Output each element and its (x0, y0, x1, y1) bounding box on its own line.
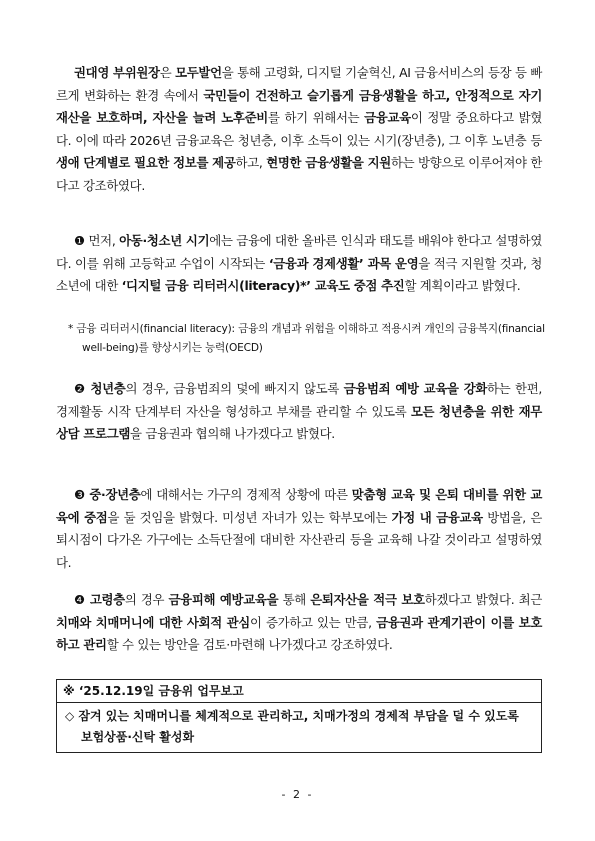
p3-segment: 청년층 (90, 381, 126, 396)
paragraph-young-adults (56, 378, 542, 446)
reference-box-item: ◇ 잠겨 있는 치매머니를 체계적으로 관리하고, 치매가정의 경제적 부담을 덜 수 있도록 보험상품·신탁 활성화 (65, 709, 519, 744)
p1-segment: 하고, (235, 155, 267, 171)
p3-segment: 모든 청년층을 위한 재무상담 프로그램 (56, 403, 542, 442)
paragraph-youth (56, 230, 542, 298)
p5-segment: 의 경우 (124, 592, 169, 607)
p1-segment: 권대영 부위원장 (74, 65, 160, 80)
p1-segment: 모두발언 (175, 65, 222, 80)
p4-segment: 방법을, 은퇴시점이 다가온 가구에는 소득단절에 대비한 자산관리 등을 교육해 나갈 것이라고 설명하였다. (56, 509, 543, 570)
p4-segment: 을 둘 것임을 밝혔다. 미성년 자녀가 있는 학부모에는 (107, 509, 392, 525)
p5-segment: ❹ (74, 592, 90, 607)
p1-segment: 금융교육 (364, 110, 411, 126)
p5-segment: 이 증가하고 있는 만큼, (249, 614, 377, 630)
page-number: - 2 - (281, 788, 314, 801)
p1-segment: 하는 방향으로 이루어져야 한다고 강조하였다. (56, 155, 542, 193)
p5-segment: 하겠다고 밝혔다. 최근 (424, 592, 542, 607)
p1-segment: 은 (159, 65, 176, 80)
p1-segment: 생애 단계별로 필요한 정보를 제공 (56, 155, 236, 171)
p4-segment: ❸ (74, 487, 90, 502)
p3-segment: 금융범죄 예방 교육을 강화 (343, 381, 488, 396)
p2-segment: 을 적극 지원할 것과, 청소년에 대한 (56, 255, 543, 294)
paragraph-elderly (56, 589, 542, 657)
paragraph-middle-aged (56, 484, 542, 574)
p3-segment: 을 금융권과 협의해 나가겠다고 밝혔다. (130, 426, 335, 442)
p2-segment: ‘디지털 금융 리터러시(literacy)*’ 교육도 중점 추진 (121, 278, 405, 294)
p4-segment: 맞춤형 교육 및 은퇴 대비를 위한 교육에 중점 (56, 487, 542, 525)
p1-segment: 국민들이 건전하고 슬기롭게 금융생활을 하고, 안정적으로 자기 재산을 보호하며, 자산을 늘려 노후준비 (56, 87, 542, 126)
p1-segment: 이 정말 중요하다고 밝혔다. 이에 따라 2026년 금융교육은 청년층, 이후 소득이 있는 시기(장년층), 그 이후 노년층 등 (56, 110, 543, 148)
p3-segment: 하는 한편, 경제활동 시작 단계부터 자산을 형성하고 부채를 관리할 수 있도록 (56, 381, 542, 419)
p5-segment: 금융피해 예방교육을 (168, 592, 279, 607)
p5-segment: 치매와 치매머니에 대한 사회적 관심 (56, 614, 250, 630)
p2-segment: 아동·청소년 시기 (119, 233, 210, 248)
p2-segment: 에는 금융에 대한 올바른 인식과 태도를 배워야 한다고 설명하였다. 이를 위해 고등학교 수업이 시작되는 (56, 233, 542, 271)
p4-segment: 에 대해서는 가구의 경제적 상황에 따른 (140, 487, 352, 502)
p5-segment: 금융권과 관계기관이 이를 보호하고 관리 (56, 614, 542, 653)
paragraph-opening-remarks (56, 62, 542, 198)
p5-segment: 할 수 있는 방안을 검토·마련해 나가겠다고 강조하였다. (106, 637, 393, 653)
p2-segment: ‘금융과 경제생활’ 과목 운영 (268, 255, 419, 271)
p4-segment: 중·장년층 (89, 487, 141, 502)
p4-segment: 가정 내 금융교육 (391, 509, 483, 525)
reference-box (56, 679, 542, 753)
footnote-literacy: * 금융 리터러시(financial literacy): 금융의 개념과 위험을 이해하고 적용시켜 개인의 금융복지(financial well-being)를 향상시키는 능력(OECD) (68, 323, 545, 354)
p1-segment: 현명한 금융생활을 지원 (266, 155, 391, 171)
p3-segment: 의 경우, 금융범죄의 덫에 빠지지 않도록 (125, 381, 344, 396)
p1-segment: 를 하기 위해서는 (267, 110, 365, 126)
p5-segment: 은퇴자산을 적극 보호 (310, 592, 425, 607)
p1-segment: 을 통해 고령화, 디지털 기술혁신, AI 금융서비스의 등장 등 빠르게 변화하는 환경 속에서 (56, 65, 542, 103)
p2-segment: ❶ 먼저, (74, 233, 120, 248)
p2-segment: 할 계획이라고 밝혔다. (404, 278, 521, 294)
p3-segment: ❷ (74, 381, 91, 396)
reference-box-header: ※ ‘25.12.19일 금융위 업무보고 (57, 680, 541, 703)
p5-segment: 통해 (278, 592, 311, 607)
p5-segment: 고령층 (89, 592, 125, 607)
